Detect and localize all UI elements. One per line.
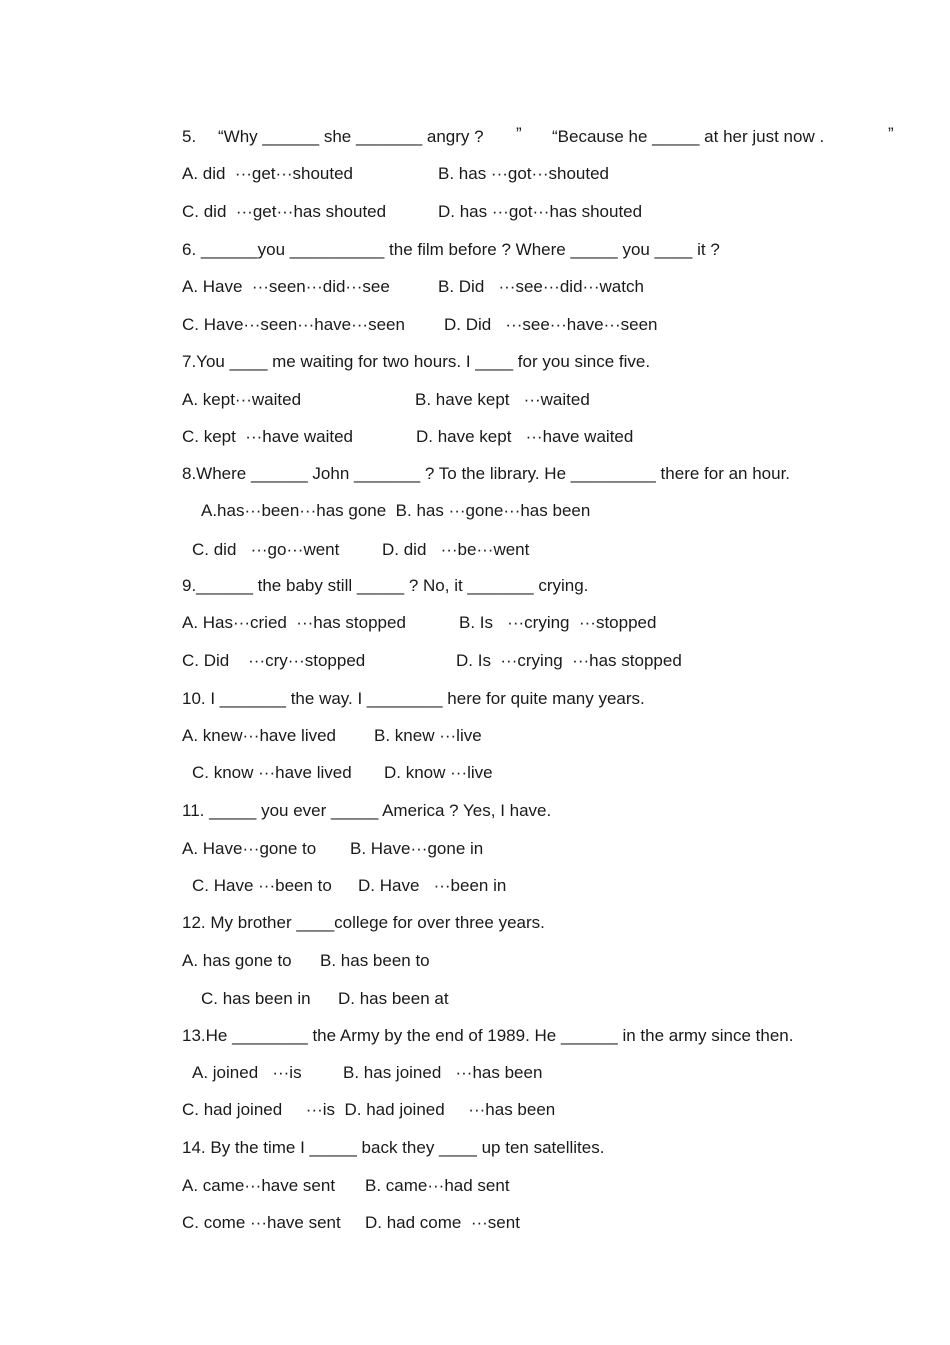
q12-option-b: B. has been to: [320, 951, 430, 970]
q9-option-d: D. Is ···crying ···has stopped: [456, 651, 682, 670]
q5-option-a: A. did ···get···shouted: [182, 164, 354, 183]
q13-option-a: A. joined ···is: [192, 1063, 302, 1082]
q7-option-a: A. kept···waited: [182, 390, 302, 409]
q5-answer-part: “Because he _____ at her just now .: [552, 127, 825, 146]
q8-question: 8.Where ______ John _______ ? To the library. He _________ there for an hour.: [182, 464, 791, 483]
q5-question-part: “Why ______ she _______ angry ?: [218, 127, 484, 146]
q7-option-b: B. have kept ···waited: [415, 390, 590, 409]
q10-option-d: D. know ···live: [384, 763, 493, 782]
q11-option-c: C. Have ···been to: [192, 876, 332, 895]
q10-option-c: C. know ···have lived: [192, 763, 352, 782]
q10-option-b: B. knew ···live: [374, 726, 482, 745]
q14-option-b: B. came···had sent: [365, 1176, 510, 1195]
q7-option-d: D. have kept ···have waited: [416, 427, 634, 446]
q5-close-quote: ”: [516, 124, 522, 143]
q12-option-a: A. has gone to: [182, 951, 292, 970]
q8-option-d: D. did ···be···went: [382, 540, 530, 559]
q12-question: 12. My brother ____college for over three years.: [182, 913, 545, 932]
q14-option-d: D. had come ···sent: [365, 1213, 520, 1232]
q14-option-a: A. came···have sent: [182, 1176, 336, 1195]
q8-option-ab: A.has···been···has gone B. has ···gone···has been: [201, 501, 591, 520]
q11-option-b: B. Have···gone in: [350, 839, 484, 858]
q6-option-b: B. Did ···see···did···watch: [438, 277, 644, 296]
q8-option-c: C. did ···go···went: [192, 540, 340, 559]
q14-question: 14. By the time I _____ back they ____ up ten satellites.: [182, 1138, 605, 1157]
q10-question: 10. I _______ the way. I ________ here for quite many years.: [182, 689, 645, 708]
q5-option-d: D. has ···got···has shouted: [438, 202, 643, 221]
q11-option-d: D. Have ···been in: [358, 876, 507, 895]
q5-option-b: B. has ···got···shouted: [438, 164, 610, 183]
q14-option-c: C. come ···have sent: [182, 1213, 341, 1232]
q9-option-a: A. Has···cried ···has stopped: [182, 613, 406, 632]
q13-question: 13.He ________ the Army by the end of 1989. He ______ in the army since then.: [182, 1026, 794, 1045]
q6-option-d: D. Did ···see···have···seen: [444, 315, 658, 334]
q12-option-c: C. has been in: [201, 989, 311, 1008]
q12-option-d: D. has been at: [338, 989, 449, 1008]
q13-option-b: B. has joined ···has been: [343, 1063, 543, 1082]
q9-question: 9.______ the baby still _____ ? No, it _______ crying.: [182, 576, 589, 595]
q6-question: 6. ______you __________ the film before ? Where _____ you ____ it ?: [182, 240, 720, 259]
q7-question: 7.You ____ me waiting for two hours. I ____ for you since five.: [182, 352, 651, 371]
q13-option-cd: C. had joined ···is D. had joined ···has been: [182, 1100, 556, 1119]
q5-label: 5.: [182, 127, 197, 146]
q9-option-b: B. Is ···crying ···stopped: [459, 613, 657, 632]
q6-option-a: A. Have ···seen···did···see: [182, 277, 390, 296]
q10-option-a: A. knew···have lived: [182, 726, 337, 745]
q6-option-c: C. Have···seen···have···seen: [182, 315, 405, 334]
q7-option-c: C. kept ···have waited: [182, 427, 354, 446]
q9-option-c: C. Did ···cry···stopped: [182, 651, 366, 670]
q5-option-c: C. did ···get···has shouted: [182, 202, 387, 221]
q11-question: 11. _____ you ever _____ America ? Yes, I have.: [182, 801, 552, 820]
q11-option-a: A. Have···gone to: [182, 839, 317, 858]
q5-end-quote: ”: [888, 124, 894, 143]
